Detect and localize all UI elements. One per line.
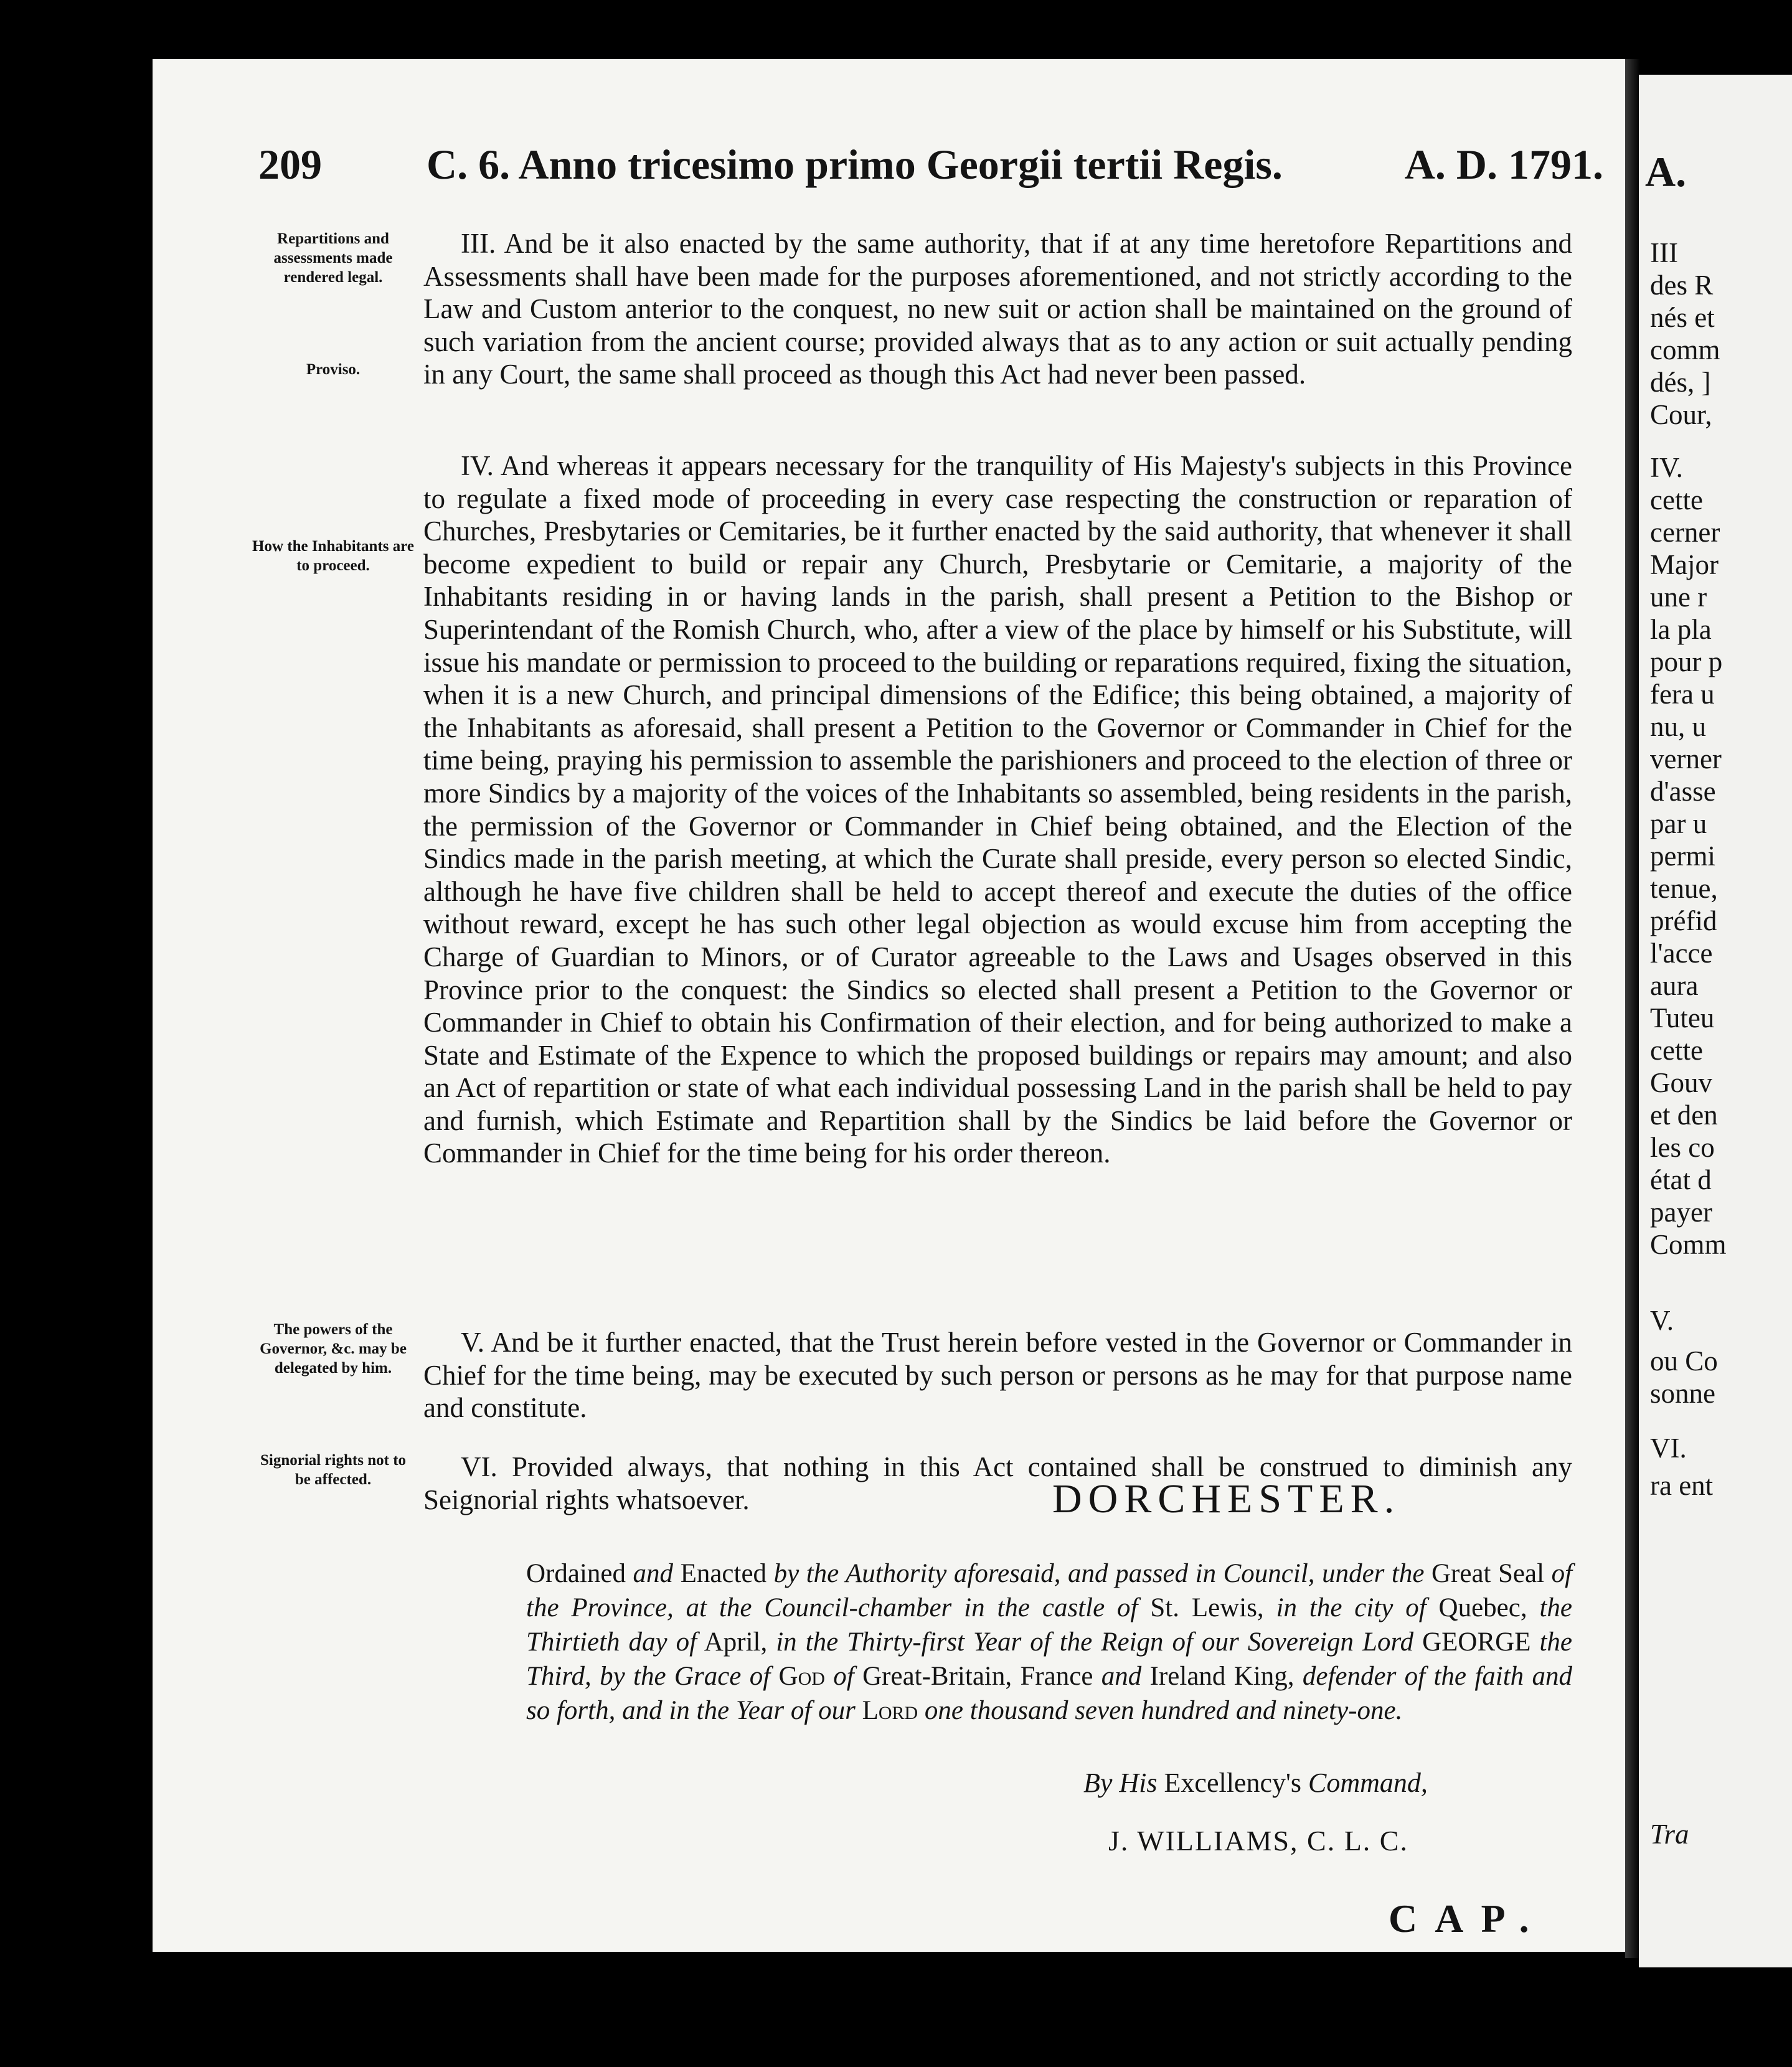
right-page-line: les co: [1650, 1132, 1715, 1163]
right-page-line: et den: [1650, 1099, 1718, 1131]
side-note-inhabitants: How the Inhabitants are to proceed.: [252, 538, 414, 574]
right-page-line: cerner: [1650, 517, 1720, 548]
by-command-line: By His Excellency's Command,: [1083, 1768, 1428, 1798]
catchword: CAP.: [1389, 1896, 1547, 1941]
right-page-line: cette: [1650, 484, 1703, 516]
right-page-line: la pla: [1650, 614, 1712, 645]
right-page-line: Tuteu: [1650, 1002, 1715, 1034]
right-page-line: IV.: [1650, 452, 1683, 483]
section-iii: III. And be it also enacted by the same authority, that if at any time heretofore Repartitions and Assessments shall have been made for the purposes aforementioned, and not strictly according to the Law and Custom anterior to the conquest, no new suit or action shall be maintained on the ground of such variation from the ancient course; provided always that as to any action or suit actually pending in any Court, the same shall proceed as though this Act had never been passed.: [423, 228, 1572, 390]
side-note-repartitions: Repartitions and assessments made rendered legal.: [273, 230, 393, 286]
right-page-line: une r: [1650, 581, 1707, 613]
right-page: [1639, 75, 1792, 1967]
signature-dorchester: DORCHESTER.: [1052, 1476, 1401, 1522]
right-page-line: payer: [1650, 1197, 1712, 1228]
side-note-governor-powers: The powers of the Governor, &c. may be delegated by him.: [260, 1321, 407, 1377]
right-page-line: nés et: [1650, 302, 1715, 333]
right-page-line: fera u: [1650, 679, 1715, 710]
right-page-line: par u: [1650, 808, 1707, 839]
right-page-line: dés, ]: [1650, 367, 1711, 398]
page-number: 209: [258, 141, 322, 188]
right-page-line: V.: [1650, 1305, 1674, 1336]
right-page-line: verner: [1650, 743, 1722, 775]
header-year: A. D. 1791.: [1404, 141, 1603, 188]
right-page-line: Major: [1650, 549, 1719, 580]
running-header: [258, 140, 1603, 196]
right-page-header: A.: [1645, 148, 1687, 195]
right-page-line: comm: [1650, 334, 1720, 365]
right-page-line: nu, u: [1650, 711, 1706, 742]
clerk-signature: J. WILLIAMS, C. L. C.: [1108, 1825, 1408, 1857]
header-title: C. 6. Anno tricesimo primo Georgii tertii Regis.: [427, 141, 1283, 188]
right-page-line: sonne: [1650, 1378, 1715, 1409]
right-page-line: préfid: [1650, 905, 1717, 936]
right-page-line: tenue,: [1650, 873, 1718, 904]
right-page-line: ra ent: [1650, 1470, 1714, 1501]
right-page-line: Tra: [1650, 1819, 1689, 1850]
right-page-line: pour p: [1650, 646, 1723, 677]
right-page-line: d'asse: [1650, 776, 1716, 807]
right-page-line: permi: [1650, 840, 1715, 872]
right-page-line: des R: [1650, 270, 1714, 301]
right-page-line: l'acce: [1650, 938, 1713, 969]
right-page-line: Cour,: [1650, 399, 1712, 430]
right-page-line: Comm: [1650, 1229, 1727, 1260]
right-page-line: Gouv: [1650, 1067, 1712, 1098]
section-vi: VI. Provided always, that nothing in this Act contained shall be construed to diminish any Seignorial rights whatsoever.: [423, 1451, 1572, 1515]
right-page-line: III: [1650, 237, 1678, 268]
right-page-line: cette: [1650, 1035, 1703, 1066]
right-page-line: aura: [1650, 970, 1699, 1001]
side-note-proviso: Proviso.: [306, 361, 361, 378]
page-gutter: [1625, 59, 1640, 1958]
ordained-paragraph: Ordained and Enacted by the Authority aforesaid, and passed in Council, under the Great Seal of the Province, at the Council-chamber in the castle of St. Lewis, in the city of Quebec, the Thirtieth day of April, in the Thirty-first Year of the Reign of our Sovereign Lord GEORGE the Third, by the Grace of God of Great-Britain, France and Ireland King, defender of the faith and so forth, and in the Year of our Lord one thousand seven hundred and ninety-one.: [526, 1559, 1573, 1725]
section-v: V. And be it further enacted, that the Trust herein before vested in the Governor or Commander in Chief for the time being, may be executed by such person or persons as he may for that purpose name and constitute.: [423, 1327, 1572, 1424]
right-page-line: VI.: [1650, 1433, 1687, 1464]
right-page-line: ou Co: [1650, 1345, 1718, 1377]
section-iv: IV. And whereas it appears necessary for the tranquility of His Majesty's subjects in this Province to regulate a fixed mode of proceeding in every case respecting the construction or reparation of Churches, Presbytaries or Cemitaries, be it further enacted by the said authority, that whenever it shall become expedient to build or repair any Church, Presbytarie or Cemitarie, a majority of the Inhabitants residing in or having lands in the parish, shall present a Petition to the Bishop or Superintendant of the Romish Church, who, after a view of the place by himself or his Substitute, will issue his mandate or permission to proceed to the building or reparations required, fixing the situation, when it is a new Church, and principal dimensions of the Edifice; this being obtained, a majority of the Inhabitants as aforesaid, shall present a Petition to the Governor or Commander in Chief for the time being, praying his permission to assemble the parishioners and proceed to the election of three or more Sindics by a majority of the voices of the Inhabitants so assembled, being residents in the parish, the permission of the Governor or Commander in Chief being obtained, and the Election of the Sindics made in the parish meeting, at which the Curate shall preside, every person so elected Sindic, although he have five children shall be held to accept thereof and execute the duties of the office without reward, except he has such other legal objection as would excuse him from accepting the Charge of Guardian to Minors, or of Curator agreeable to the Laws and Usages observed in this Province prior to the conquest: the Sindics so elected shall present a Petition to the Governor or Commander in Chief to obtain his Confirmation of their election, and for being authorized to make a State and Estimate of the Expence to which the proposed buildings or repairs may amount; and also an Act of repartition or state of what each individual possessing Land in the parish shall be held to pay and furnish, which Estimate and Repartition shall by the Sindics be laid before the Governor or Commander in Chief for the time being for his order thereon.: [423, 450, 1572, 1169]
side-note-seignorial-rights: Signorial rights not to be affected.: [260, 1452, 407, 1488]
right-page-line: état d: [1650, 1164, 1712, 1195]
